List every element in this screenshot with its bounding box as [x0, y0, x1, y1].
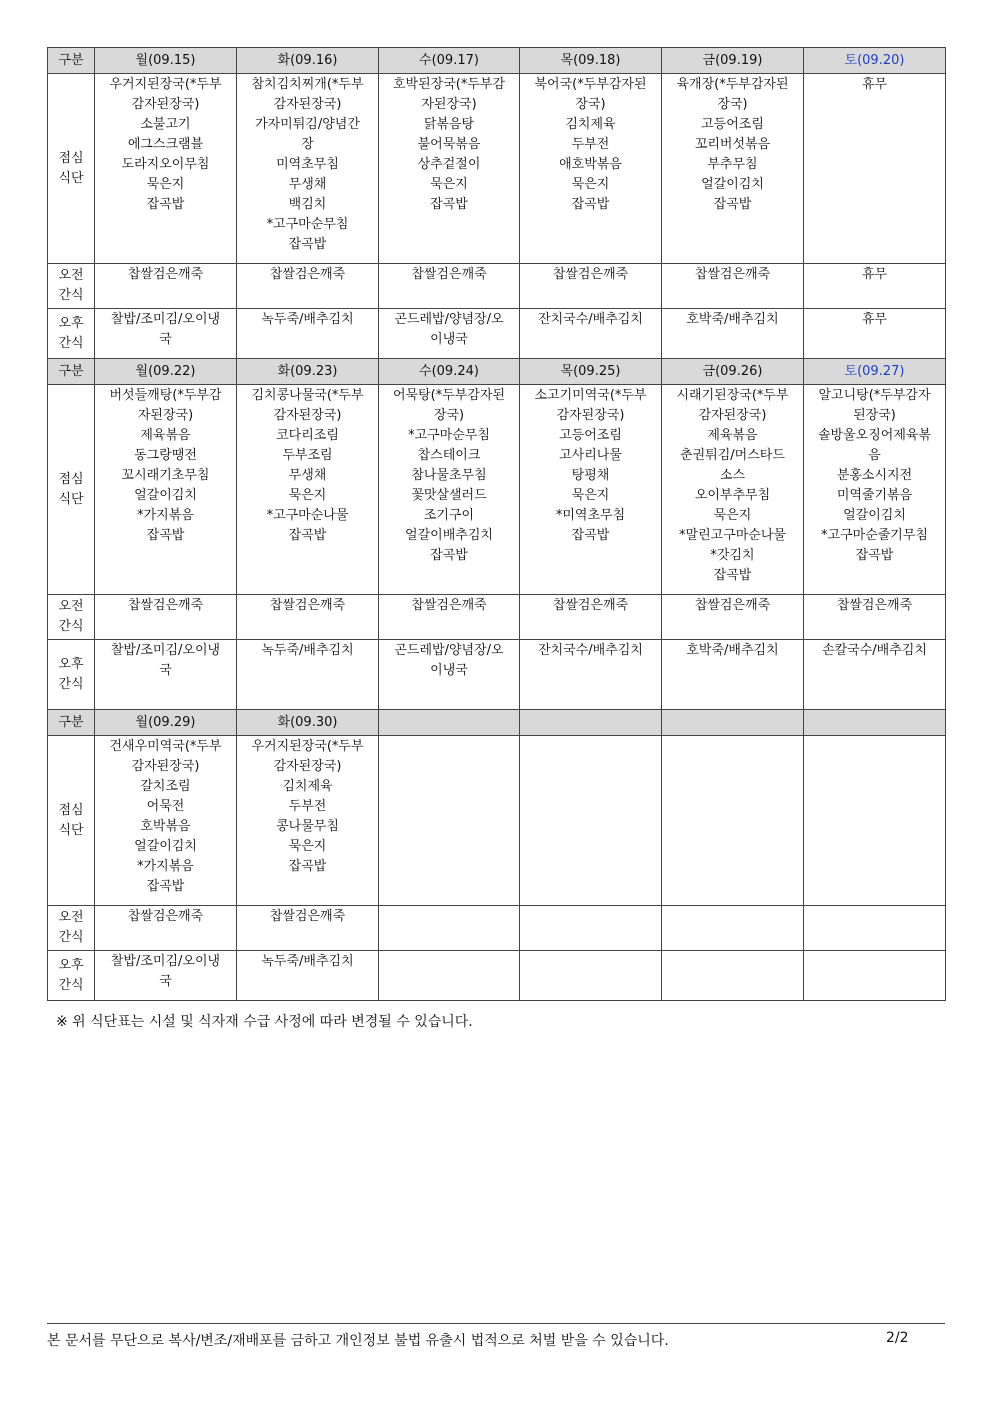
row-label-line: 간식	[58, 977, 84, 993]
menu-item-line: 곤드레밥/양념장/오	[394, 643, 504, 658]
lunch-row	[48, 74, 946, 264]
lunch-menu-cell	[662, 74, 804, 264]
menu-item-line: 녹두죽/배추김치	[261, 643, 354, 658]
lunch-menu-cell	[237, 736, 379, 906]
snack-menu-cell	[662, 906, 804, 951]
menu-item-line: 묵은지	[571, 177, 610, 192]
row-label-line: 오후	[58, 315, 84, 331]
menu-item-line: 소고기미역국(*두부	[534, 388, 647, 403]
snack-menu-cell	[95, 640, 237, 710]
menu-item-line: 김치콩나물국(*두부	[251, 388, 364, 403]
menu-item-line: 춘권튀김/머스타드	[680, 448, 785, 463]
row-label-line: 오전	[58, 910, 84, 925]
menu-item-line: 국	[159, 332, 172, 347]
menu-item-line: 감자된장국)	[273, 97, 342, 112]
day-date-header: 화(09.30)	[237, 710, 379, 736]
lunch-row	[48, 736, 946, 906]
menu-item-line: 묵은지	[146, 177, 185, 192]
menu-item-line: 잡곡밥	[571, 528, 610, 543]
menu-item-line: 김치제육	[565, 117, 616, 132]
menu-item-line: 상추겉절이	[417, 157, 481, 172]
menu-item-line: 장국)	[717, 97, 748, 112]
menu-item-line: 잡곡밥	[430, 197, 468, 212]
menu-item-line: 장국)	[433, 408, 465, 423]
menu-item-line: 잔치국수/배추김치	[538, 643, 643, 658]
menu-item-line: 버섯들깨탕(*두부감	[109, 388, 222, 403]
day-date-header: 목(09.25)	[520, 359, 662, 385]
lunch-menu-cell	[520, 74, 662, 264]
menu-item-line: 에그스크램블	[127, 137, 204, 152]
menu-item-line: 동그랑땡전	[134, 448, 197, 463]
menu-item-line: 감자된장국)	[698, 408, 767, 423]
menu-item-line: *미역초무침	[555, 508, 626, 523]
lunch-label	[48, 385, 95, 595]
menu-item-line: 두부조림	[282, 448, 333, 463]
snack-menu-cell	[520, 640, 662, 710]
menu-item-line: 감자된장국)	[273, 759, 342, 774]
menu-item-line: 콩나물무침	[276, 819, 339, 834]
lunch-menu-cell	[237, 385, 379, 595]
menu-item-line: 꼬시래기초무침	[121, 468, 210, 483]
menu-item-line: 감자된장국)	[556, 408, 625, 423]
menu-item-line: 손칼국수/배추김치	[822, 643, 927, 658]
menu-item-line: 장국)	[575, 97, 606, 112]
snack-menu-cell	[237, 595, 379, 640]
menu-item-line: 김치제육	[282, 779, 333, 794]
lunch-menu-cell	[804, 736, 946, 906]
menu-item-line: 잡곡밥	[146, 879, 185, 894]
menu-item-line: *고구마순나물	[266, 508, 349, 523]
menu-item-line: 미역초무침	[276, 157, 339, 172]
menu-item-line: 무생채	[288, 177, 327, 192]
lunch-menu-cell	[95, 385, 237, 595]
menu-item-line: 우거지된장국(*두부	[251, 739, 364, 754]
snack-menu-cell	[237, 951, 379, 1001]
menu-item-line: 탕평채	[571, 468, 610, 483]
menu-item-line: 고등어조림	[559, 428, 622, 443]
day-date-header: 토(09.27)	[804, 359, 946, 385]
snack-menu-cell	[379, 906, 520, 951]
menu-item-line: *고구마순줄기무침	[821, 528, 928, 543]
afternoon-snack-row	[48, 951, 946, 1001]
menu-item-line: 잡곡밥	[571, 197, 610, 212]
day-date-header	[662, 710, 804, 736]
lunch-menu-cell	[520, 736, 662, 906]
menu-item-line: 무생채	[288, 468, 327, 483]
menu-item-line: 부추무침	[707, 157, 758, 172]
snack-menu-cell	[804, 906, 946, 951]
snack-menu-cell	[662, 595, 804, 640]
menu-item-line: *고구마순무침	[266, 217, 349, 232]
menu-item-line: 잔치국수/배추김치	[538, 312, 643, 327]
menu-item-line: 찹쌀검은깨죽	[552, 267, 629, 282]
day-date-header: 월(09.22)	[95, 359, 237, 385]
day-date-header: 수(09.24)	[379, 359, 520, 385]
menu-item-line: 녹두죽/배추김치	[261, 312, 354, 327]
menu-item-line: 잡곡밥	[855, 548, 894, 563]
snack-menu-cell	[379, 595, 520, 640]
snack-menu-cell	[520, 309, 662, 359]
menu-item-line: 호박죽/배추김치	[686, 312, 779, 327]
menu-item-line: 꽃맛살샐러드	[411, 488, 487, 503]
menu-item-line: 찹쌀검은깨죽	[411, 598, 487, 613]
day-date-header: 월(09.29)	[95, 710, 237, 736]
snack-menu-cell	[804, 309, 946, 359]
menu-item-line: 우거지된장국(*두부	[109, 77, 222, 92]
menu-item-line: 잡곡밥	[713, 568, 752, 583]
snack-menu-cell	[237, 640, 379, 710]
menu-item-line: 곤드레밥/양념장/오	[394, 312, 504, 327]
menu-item-line: 가자미튀김/양념간	[255, 117, 360, 132]
morning-snack-row	[48, 906, 946, 951]
menu-item-line: 이냉국	[430, 332, 468, 347]
afternoon-snack-row	[48, 640, 946, 710]
menu-item-line: 꼬리버섯볶음	[694, 137, 771, 152]
week-header-row	[48, 710, 946, 736]
menu-item-line: *말린고구마순나물	[679, 528, 786, 543]
menu-item-line: 호박된장국(*두부감	[392, 77, 506, 92]
snack-menu-cell	[95, 264, 237, 309]
lunch-label	[48, 736, 95, 906]
menu-item-line: 소불고기	[140, 117, 191, 132]
menu-item-line: 된장국)	[853, 408, 896, 423]
menu-item-line: 애호박볶음	[559, 157, 622, 172]
menu-item-line: 찰밥/조미김/오이냉	[110, 954, 221, 969]
menu-item-line: 찹쌀검은깨죽	[269, 909, 346, 924]
week-header-row	[48, 359, 946, 385]
menu-item-line: 국	[159, 974, 172, 989]
day-date-header: 금(09.19)	[662, 48, 804, 74]
menu-item-line: 휴무	[861, 312, 888, 327]
day-date-header: 수(09.17)	[379, 48, 520, 74]
menu-item-line: 닭볶음탕	[423, 117, 475, 132]
lunch-menu-cell	[95, 74, 237, 264]
menu-item-line: 묵은지	[430, 177, 468, 192]
day-date-header: 화(09.16)	[237, 48, 379, 74]
row-label-line: 식단	[58, 170, 84, 186]
menu-item-line: 얼갈이김치	[701, 177, 764, 192]
menu-item-line: 참나물초무침	[411, 468, 487, 483]
lunch-row	[48, 385, 946, 595]
snack-menu-cell	[520, 906, 662, 951]
menu-item-line: 불어묵볶음	[417, 137, 481, 152]
lunch-menu-cell	[804, 74, 946, 264]
menu-item-line: 묵은지	[288, 488, 327, 503]
menu-item-line: 자된장국)	[421, 97, 477, 112]
snack-menu-cell	[379, 309, 520, 359]
footer-divider	[47, 1323, 945, 1324]
row-label-line: 점심	[58, 150, 84, 166]
menu-item-line: 코다리조림	[276, 428, 339, 443]
row-label-line: 간식	[58, 619, 84, 634]
snack-menu-cell	[804, 640, 946, 710]
menu-item-line: 두부전	[571, 137, 610, 152]
menu-item-line: 어묵전	[146, 799, 185, 814]
morning-snack-label	[48, 906, 95, 951]
menu-item-line: 잡곡밥	[146, 197, 185, 212]
menu-item-line: *갓김치	[710, 548, 755, 563]
row-label-line: 간식	[58, 335, 84, 351]
lunch-menu-cell	[379, 736, 520, 906]
morning-snack-label	[48, 595, 95, 640]
snack-menu-cell	[520, 951, 662, 1001]
menu-item-line: 호박죽/배추김치	[686, 643, 779, 658]
menu-item-line: 건새우미역국(*두부	[109, 739, 222, 754]
snack-menu-cell	[804, 595, 946, 640]
row-label-line: 점심	[58, 471, 84, 487]
menu-item-line: 찹쌀검은깨죽	[694, 598, 771, 613]
snack-menu-cell	[95, 906, 237, 951]
lunch-menu-cell	[662, 385, 804, 595]
menu-item-line: 고사리나물	[559, 448, 622, 463]
row-label-line: 오후	[58, 656, 84, 672]
snack-menu-cell	[237, 906, 379, 951]
menu-item-line: 시래기된장국(*두부	[676, 388, 789, 403]
menu-item-line: 잡곡밥	[430, 548, 468, 563]
menu-item-line: *가지볶음	[137, 859, 194, 874]
menu-item-line: 얼갈이배추김치	[405, 528, 493, 543]
menu-item-line: 제육볶음	[140, 428, 191, 443]
menu-item-line: 제육볶음	[707, 428, 758, 443]
menu-item-line: 자된장국)	[137, 408, 194, 423]
afternoon-snack-label	[48, 640, 95, 710]
menu-item-line: 두부전	[288, 799, 327, 814]
menu-item-line: 잡곡밥	[713, 197, 752, 212]
morning-snack-row	[48, 595, 946, 640]
menu-item-line: 찹쌀검은깨죽	[694, 267, 771, 282]
menu-item-line: 육개장(*두부감자된	[676, 77, 789, 92]
menu-item-line: 음	[868, 448, 881, 463]
menu-item-line: 소스	[719, 468, 746, 483]
snack-menu-cell	[520, 595, 662, 640]
afternoon-snack-label	[48, 951, 95, 1001]
menu-item-line: 참치김치찌개(*두부	[251, 77, 364, 92]
lunch-menu-cell	[379, 385, 520, 595]
menu-item-line: 잡곡밥	[146, 528, 185, 543]
menu-change-notice: ※ 위 식단표는 시설 및 식자재 수급 사정에 따라 변경될 수 있습니다.	[56, 1014, 473, 1030]
lunch-menu-cell	[237, 74, 379, 264]
menu-item-line: 어묵탕(*두부감자된	[392, 388, 506, 403]
menu-item-line: 찰밥/조미김/오이냉	[110, 643, 221, 658]
menu-item-line: 얼갈이김치	[134, 839, 197, 854]
lunch-menu-cell	[379, 74, 520, 264]
menu-item-line: 얼갈이김치	[134, 488, 197, 503]
menu-item-line: 찹쌀검은깨죽	[836, 598, 913, 613]
menu-item-line: 찹스테이크	[417, 448, 481, 463]
menu-item-line: 분홍소시지전	[836, 468, 913, 483]
morning-snack-row	[48, 264, 946, 309]
menu-item-line: 묵은지	[713, 508, 752, 523]
menu-item-line: 감자된장국)	[131, 97, 200, 112]
day-date-header: 목(09.18)	[520, 48, 662, 74]
snack-menu-cell	[662, 951, 804, 1001]
row-label-line: 간식	[58, 288, 84, 303]
snack-menu-cell	[237, 264, 379, 309]
lunch-menu-cell	[662, 736, 804, 906]
menu-item-line: 미역줄기볶음	[836, 488, 913, 503]
snack-menu-cell	[662, 309, 804, 359]
snack-menu-cell	[379, 640, 520, 710]
menu-item-line: 잡곡밥	[288, 859, 327, 874]
menu-item-line: 장	[301, 137, 314, 152]
menu-item-line: 호박볶음	[140, 819, 191, 834]
day-date-header	[379, 710, 520, 736]
row-label-header: 구분	[48, 359, 95, 385]
lunch-label	[48, 74, 95, 264]
row-label-line: 오전	[58, 599, 84, 614]
snack-menu-cell	[804, 951, 946, 1001]
menu-item-line: 찹쌀검은깨죽	[127, 909, 204, 924]
snack-menu-cell	[379, 951, 520, 1001]
row-label-line: 간식	[58, 676, 84, 692]
menu-item-line: *고구마순무침	[408, 428, 490, 443]
menu-item-line: 고등어조림	[701, 117, 764, 132]
menu-item-line: 찹쌀검은깨죽	[127, 267, 204, 282]
row-label-line: 오후	[58, 957, 84, 973]
week-header-row	[48, 48, 946, 74]
day-date-header	[804, 710, 946, 736]
menu-item-line: 북어국(*두부감자된	[534, 77, 647, 92]
menu-item-line: 감자된장국)	[273, 408, 342, 423]
lunch-menu-cell	[804, 385, 946, 595]
snack-menu-cell	[95, 595, 237, 640]
menu-item-line: 찹쌀검은깨죽	[552, 598, 629, 613]
menu-item-line: 찹쌀검은깨죽	[127, 598, 204, 613]
menu-item-line: 감자된장국)	[131, 759, 200, 774]
day-date-header	[520, 710, 662, 736]
snack-menu-cell	[662, 640, 804, 710]
row-label-line: 식단	[58, 822, 84, 838]
snack-menu-cell	[520, 264, 662, 309]
snack-menu-cell	[95, 951, 237, 1001]
row-label-line: 점심	[58, 802, 84, 818]
lunch-menu-cell	[95, 736, 237, 906]
day-date-header: 월(09.15)	[95, 48, 237, 74]
menu-item-line: 도라지오이무침	[121, 157, 210, 172]
menu-item-line: 묵은지	[571, 488, 610, 503]
menu-item-line: 묵은지	[288, 839, 327, 854]
page-number: 2/2	[886, 1330, 909, 1346]
lunch-menu-cell	[520, 385, 662, 595]
menu-item-line: 찹쌀검은깨죽	[269, 598, 346, 613]
row-label-header: 구분	[48, 48, 95, 74]
snack-menu-cell	[95, 309, 237, 359]
menu-item-line: 오이부추무침	[694, 488, 771, 503]
morning-snack-label	[48, 264, 95, 309]
menu-item-line: 찰밥/조미김/오이냉	[110, 312, 221, 327]
snack-menu-cell	[804, 264, 946, 309]
menu-item-line: 국	[159, 663, 172, 678]
menu-item-line: 휴무	[861, 77, 888, 92]
menu-item-line: 잡곡밥	[288, 237, 327, 252]
snack-menu-cell	[662, 264, 804, 309]
menu-item-line: 잡곡밥	[288, 528, 327, 543]
menu-item-line: 찹쌀검은깨죽	[269, 267, 346, 282]
row-label-line: 간식	[58, 930, 84, 945]
copyright-footer: 본 문서를 무단으로 복사/변조/재배포를 금하고 개인정보 불법 유출시 법적으로 처벌 받을 수 있습니다.	[47, 1333, 669, 1349]
menu-item-line: 조기구이	[423, 508, 475, 523]
day-date-header: 토(09.20)	[804, 48, 946, 74]
menu-item-line: 찹쌀검은깨죽	[411, 267, 487, 282]
day-date-header: 화(09.23)	[237, 359, 379, 385]
menu-item-line: 이냉국	[430, 663, 468, 678]
menu-item-line: *가지볶음	[137, 508, 194, 523]
menu-item-line: 솔방울오징어제육볶	[817, 428, 932, 443]
menu-item-line: 얼갈이김치	[843, 508, 906, 523]
day-date-header: 금(09.26)	[662, 359, 804, 385]
snack-menu-cell	[379, 264, 520, 309]
meal-menu-table	[47, 47, 946, 1001]
menu-item-line: 녹두죽/배추김치	[261, 954, 354, 969]
row-label-line: 오전	[58, 268, 84, 283]
afternoon-snack-label	[48, 309, 95, 359]
snack-menu-cell	[237, 309, 379, 359]
menu-item-line: 백김치	[288, 197, 327, 212]
menu-item-line: 휴무	[861, 267, 888, 282]
menu-item-line: 갈치조림	[140, 779, 191, 794]
row-label-header: 구분	[48, 710, 95, 736]
menu-item-line: 알고니탕(*두부감자	[818, 388, 931, 403]
row-label-line: 식단	[58, 491, 84, 507]
afternoon-snack-row	[48, 309, 946, 359]
